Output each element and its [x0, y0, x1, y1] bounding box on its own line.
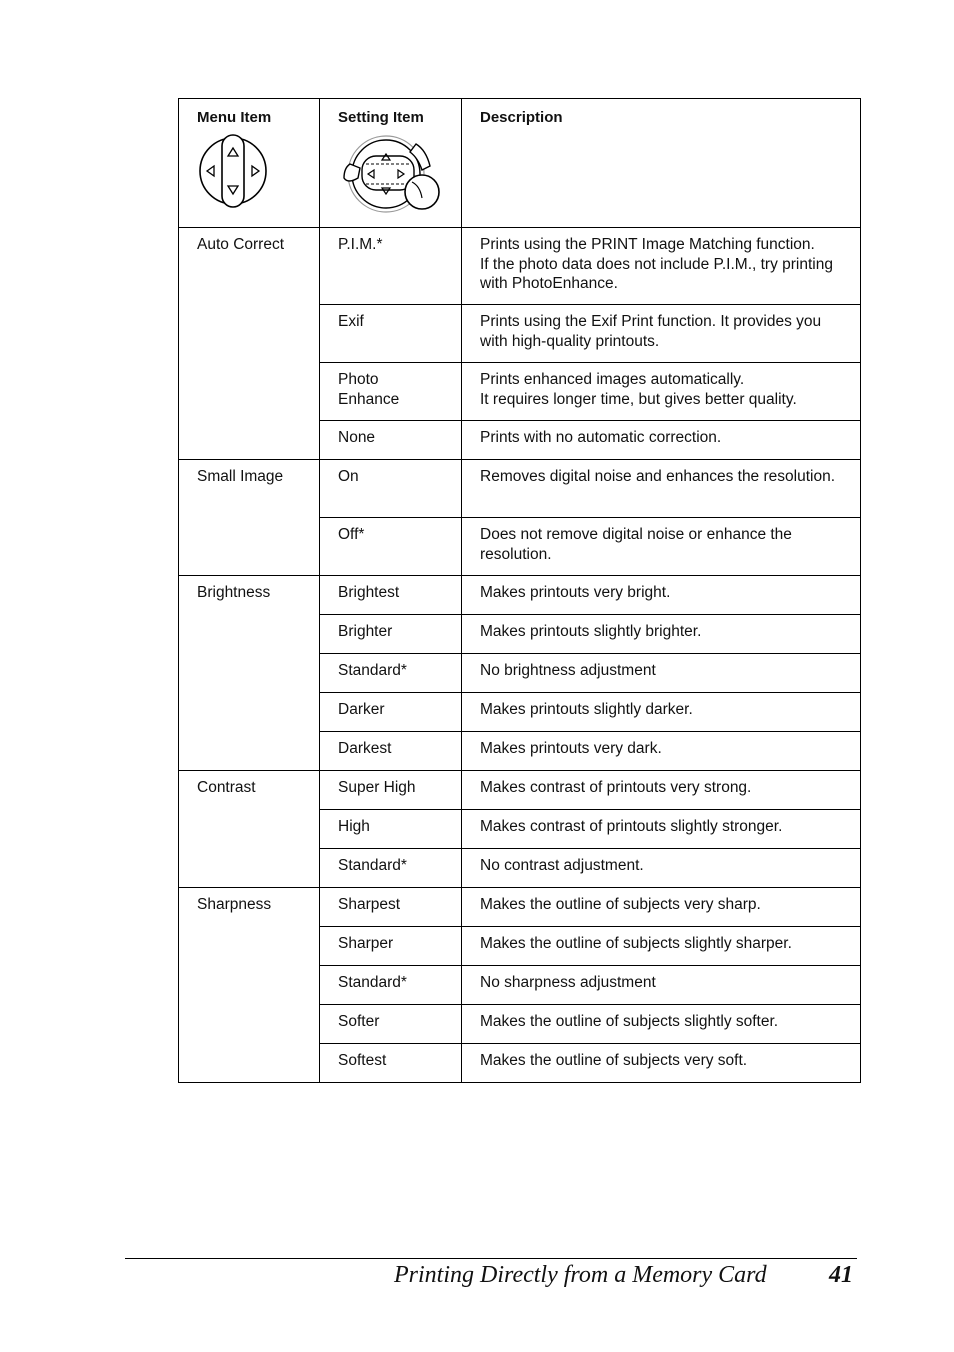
setting-item-cell: Standard* [320, 654, 462, 693]
table-row [179, 460, 861, 518]
description-cell: Makes printouts very bright. [462, 576, 861, 615]
header-description-label: Description [480, 109, 563, 126]
setting-item-cell: Darkest [320, 732, 462, 771]
table-row [179, 576, 861, 615]
setting-item-cell: None [320, 421, 462, 460]
description-cell: Makes contrast of printouts slightly stronger. [462, 810, 861, 849]
header-description [462, 99, 861, 228]
setting-item-cell: Standard* [320, 849, 462, 888]
setting-item-cell: Super High [320, 771, 462, 810]
description-cell: Makes the outline of subjects very sharp. [462, 888, 861, 927]
description-cell: No sharpness adjustment [462, 966, 861, 1005]
menu-item-cell: Auto Correct [179, 228, 320, 460]
setting-item-cell: Sharpest [320, 888, 462, 927]
description-cell: No brightness adjustment [462, 654, 861, 693]
description-cell: Makes the outline of subjects slightly sharper. [462, 927, 861, 966]
setting-item-cell: P.I.M.* [320, 228, 462, 305]
table-body [179, 99, 861, 1083]
table-row [179, 771, 861, 810]
header-setting-item [320, 99, 462, 228]
footer-page-number: 41 [829, 1262, 853, 1288]
up-down-dpad-icon [197, 134, 271, 208]
description-cell: Does not remove digital noise or enhance the resolution. [462, 518, 861, 576]
footer-chapter-title: Printing Directly from a Memory Card [394, 1262, 767, 1288]
description-cell: Prints with no automatic correction. [462, 421, 861, 460]
header-row [179, 99, 861, 228]
description-cell: Prints using the Exif Print function. It provides you with high-quality printouts. [462, 305, 861, 363]
description-cell: Makes printouts slightly darker. [462, 693, 861, 732]
setting-item-cell: Darker [320, 693, 462, 732]
menu-item-cell: Sharpness [179, 888, 320, 1083]
setting-item-cell: Softest [320, 1044, 462, 1083]
setting-item-cell: Standard* [320, 966, 462, 1005]
setting-item-cell: High [320, 810, 462, 849]
description-cell: Makes printouts very dark. [462, 732, 861, 771]
description-cell: Makes printouts slightly brighter. [462, 615, 861, 654]
description-cell: Prints using the PRINT Image Matching function. If the photo data does not include P.I.M., try printing with PhotoEnhance. [462, 228, 861, 305]
header-menu-item [179, 99, 320, 228]
description-cell: Prints enhanced images automatically. It requires longer time, but gives better quality. [462, 363, 861, 421]
menu-item-cell: Brightness [179, 576, 320, 771]
description-cell: Makes the outline of subjects slightly softer. [462, 1005, 861, 1044]
footer-divider [125, 1258, 857, 1259]
description-cell: No contrast adjustment. [462, 849, 861, 888]
setting-item-cell: Brightest [320, 576, 462, 615]
setting-item-cell: Brighter [320, 615, 462, 654]
table-row [179, 888, 861, 927]
menu-item-cell: Contrast [179, 771, 320, 888]
setting-item-cell: Off* [320, 518, 462, 576]
setting-item-cell: Sharper [320, 927, 462, 966]
setting-item-cell: Exif [320, 305, 462, 363]
description-cell: Makes the outline of subjects very soft. [462, 1044, 861, 1083]
settings-table [178, 98, 861, 1083]
setting-item-cell: Photo Enhance [320, 363, 462, 421]
description-cell: Makes contrast of printouts very strong. [462, 771, 861, 810]
setting-item-cell: On [320, 460, 462, 518]
header-menu-item-label: Menu Item [197, 109, 272, 126]
header-setting-item-label: Setting Item [338, 109, 424, 126]
menu-item-cell: Small Image [179, 460, 320, 576]
setting-item-cell: Softer [320, 1005, 462, 1044]
table-row [179, 228, 861, 305]
description-cell: Removes digital noise and enhances the resolution. [462, 460, 861, 518]
left-right-dpad-icon [338, 134, 446, 216]
